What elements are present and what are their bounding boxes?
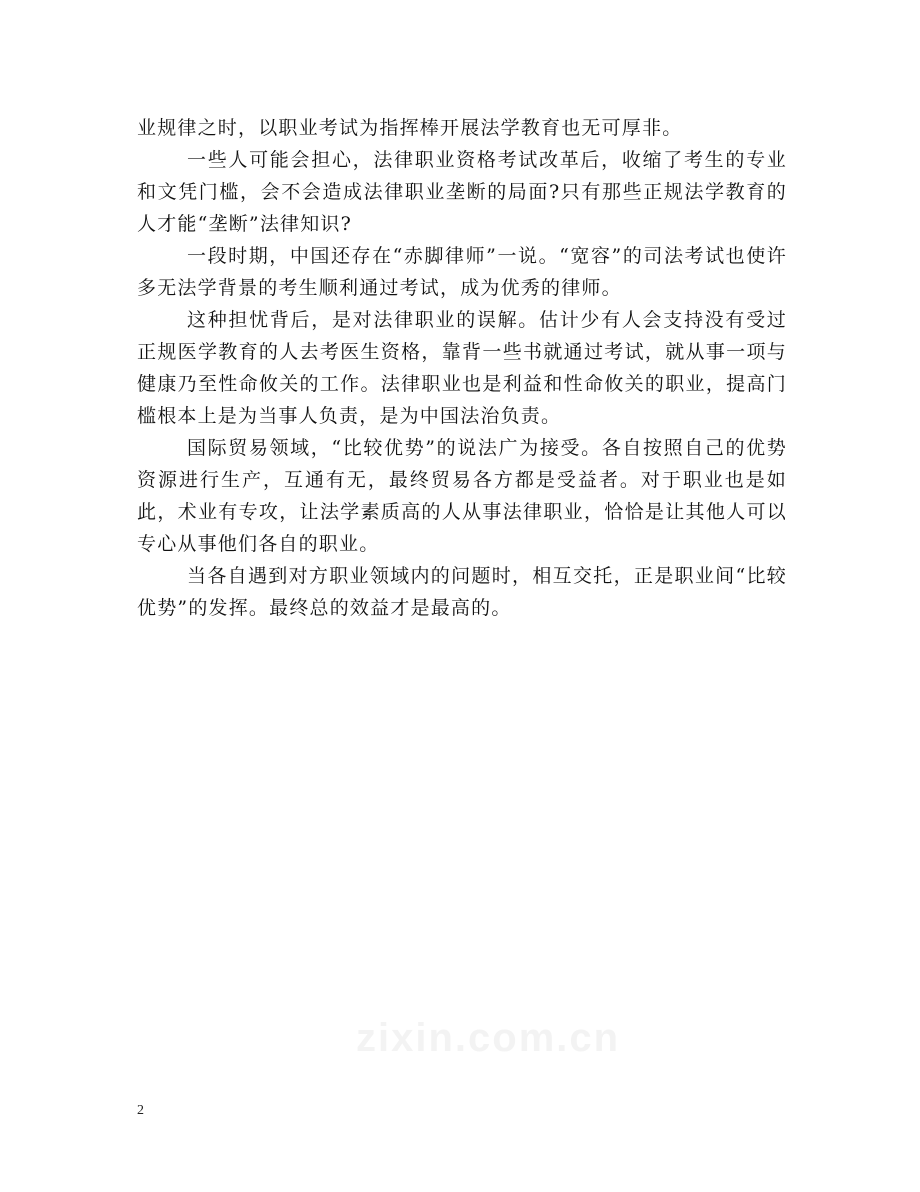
- paragraph: 一些人可能会担心，法律职业资格考试改革后，收缩了考生的专业和文凭门槛，会不会造成法律职业垄断的局面?只有那些正规法学教育的人才能“垄断”法律知识?: [137, 149, 787, 235]
- watermark: zixin.com.cn: [356, 1016, 621, 1060]
- page-number: 2: [137, 1103, 144, 1118]
- paragraph: 这种担忧背后，是对法律职业的误解。估计少有人会支持没有受过正规医学教育的人去考医生资格，靠背一些书就通过考试，就从事一项与健康乃至性命攸关的工作。法律职业也是利益和性命攸关的职业，提高门槛根本上是为当事人负责，是为中国法治负责。: [137, 309, 787, 427]
- paragraph-continuation: 业规律之时，以职业考试为指挥棒开展法学教育也无可厚非。: [137, 117, 683, 139]
- paragraph: 国际贸易领域，“比较优势”的说法广为接受。各自按照自己的优势资源进行生产，互通有无，最终贸易各方都是受益者。对于职业也是如此，术业有专攻，让法学素质高的人从事法律职业，恰恰是让其他人可以专心从事他们各自的职业。: [137, 437, 787, 555]
- paragraph: 当各自遇到对方职业领域内的问题时，相互交托，正是职业间“比较优势”的发挥。最终总的效益才是最高的。: [137, 565, 787, 619]
- paragraph: 一段时期，中国还存在“赤脚律师”一说。“宽容”的司法考试也使许多无法学背景的考生顺利通过考试，成为优秀的律师。: [137, 245, 787, 299]
- document-body: [137, 112, 787, 624]
